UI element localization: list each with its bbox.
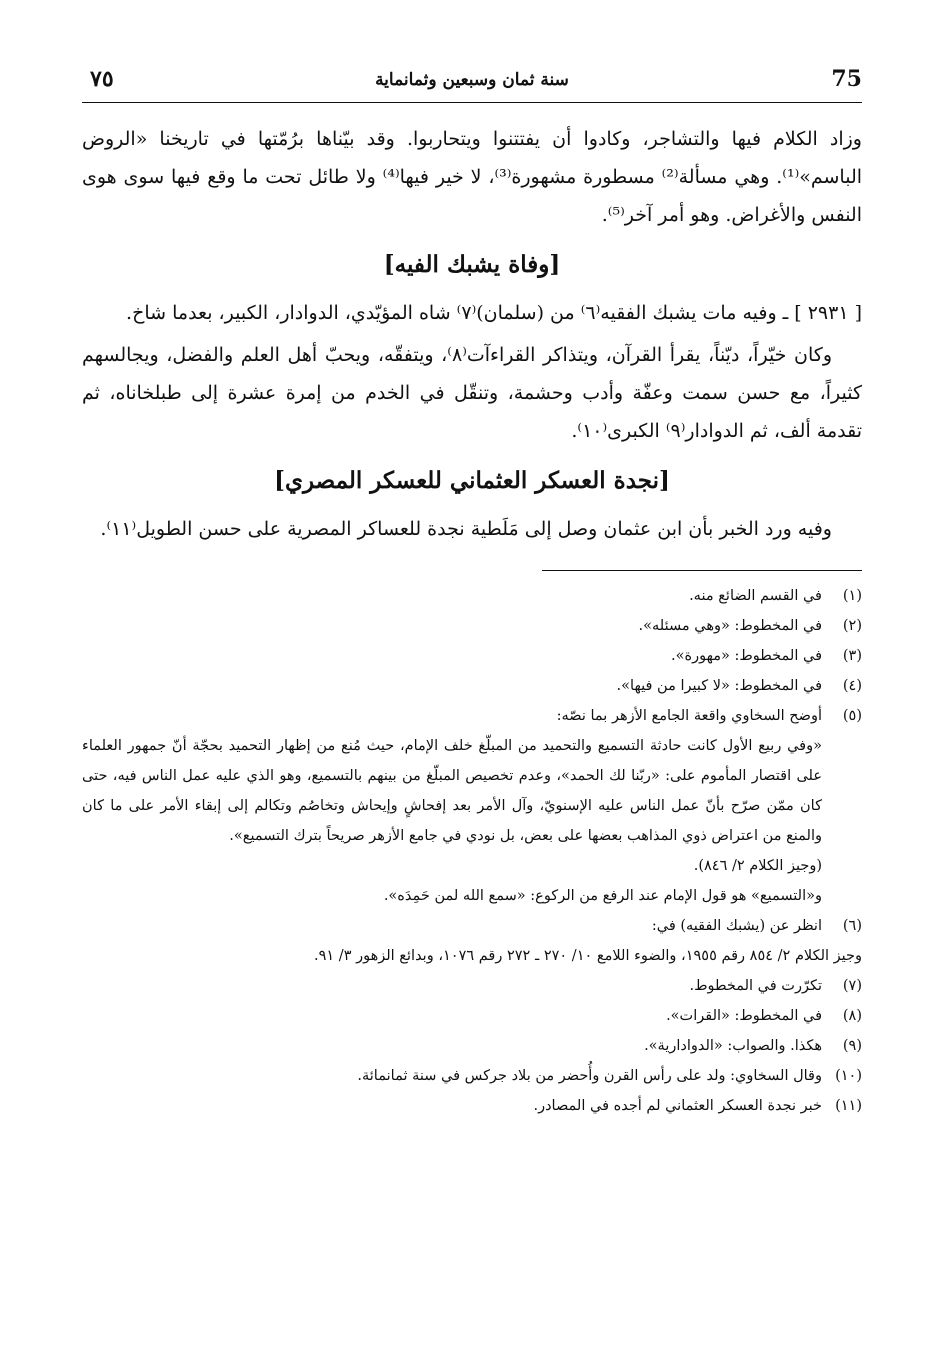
footnote <box>82 1061 862 1091</box>
footnote-number: (٤) <box>842 678 862 694</box>
footnote-text: في المخطوط: «لا كبيرا من فيها». <box>616 678 822 694</box>
footnote-text: تكرّرت في المخطوط. <box>689 978 822 994</box>
footnote-number: (٧) <box>842 978 862 994</box>
footnote-divider <box>542 570 862 571</box>
footnote-number: (٩) <box>842 1038 862 1054</box>
footnote-text: انظر عن (يشبك الفقيه) في: <box>651 918 822 934</box>
biography-paragraph: وكان خيّراً، ديّناً، يقرأ القرآن، ويتذاكر القراءآت⁽٨⁾، ويتفقّه، ويحبّ أهل العلم والفضل، ويجالسهم كثيراً، مع حسن سمت وعفّة وأدب وحشمة، وتنقّل في الخدم من إمرة عشرة إلى طبلخاناه، ثم تقدمة ألف، ثم الدوادار⁽٩⁾ الكبرى⁽١٠⁾. <box>82 344 862 442</box>
footnote-text: في المخطوط: «مهورة». <box>671 648 822 664</box>
footnote-number: (٥) <box>842 708 862 724</box>
footnote <box>82 971 862 1001</box>
running-title: سنة ثمان وسبعين وثمانماية <box>375 70 569 90</box>
footnote-text: خبر نجدة العسكر العثماني لم أجده في المصادر. <box>533 1098 822 1114</box>
footnote <box>82 1001 862 1031</box>
footnote-number: (٦) <box>842 918 862 934</box>
footnote <box>82 701 862 731</box>
footnote <box>82 671 862 701</box>
entry-paragraph: [ ٢٩٣١ ] ـ وفيه مات يشبك الفقيه⁽٦⁾ من (سلمان)⁽٧⁾ شاه المؤيّدي، الدوادار، الكبير، بعدما شاخ. <box>126 302 862 324</box>
footnote <box>82 1031 862 1061</box>
book-page <box>82 52 862 1342</box>
section-heading-death: [وفاة يشبك الفيه] <box>383 251 561 278</box>
page-header <box>82 62 862 103</box>
footnote-text: في القسم الضائع منه. <box>689 588 822 604</box>
page-body <box>82 120 862 1121</box>
footnote-text: أوضح السخاوي واقعة الجامع الأزهر بما نصّه: <box>556 708 822 724</box>
footnote <box>82 641 862 671</box>
footnote-text: في المخطوط: «وهي مسئله». <box>638 618 822 634</box>
footnote-number: (٣) <box>842 648 862 664</box>
footnote-text: وقال السخاوي: ولد على رأس القرن وأُحضر من بلاد جركس في سنة ثمانمائة. <box>357 1068 822 1084</box>
footnote-definition: و«التسميع» هو قول الإمام عند الرفع من الركوع: «سمع الله لمن حَمِدَه». <box>383 888 822 904</box>
page-number-arabic: ٧٥ <box>90 66 114 92</box>
footnote-number: (١٠) <box>835 1068 862 1084</box>
footnote <box>82 911 862 941</box>
footnote-reference: (وجيز الكلام ٢/ ٨٤٦). <box>693 858 822 874</box>
section-heading-ottoman: [نجدة العسكر العثماني للعسكر المصري] <box>274 467 670 494</box>
footnote-quote: «وفي ربيع الأول كانت حادثة التسميع والتحميد من المبلّغ خلف الإمام، حيث مُنع من إظهار التحميد بحجّة أنّ جمهور العلماء على اقتصار المأموم على: «ربّنا لك الحمد»، وعدم تخصيص المبلّغ من بينهم بالتسميع، وهو الذي عليه عمل الناس فيه، حتى كان ممّن صرّح بأنّ عمل الناس عليه الإسنويّ، وآل الأمر بعد إفحاشٍ وإيحاش وتخاصُم وتكالم إلى إبقاء الأمر على ما كان والمنع من اعتراض ذوي المذاهب بعضها على بعض، بل نودي في جامع الأزهر صريحاً بترك التسميع». <box>82 738 822 844</box>
footnote-number: (١) <box>842 588 862 604</box>
footnotes <box>82 581 862 1121</box>
footnote <box>82 1091 862 1121</box>
footnote-number: (٢) <box>842 618 862 634</box>
footnote-number: (١١) <box>835 1098 862 1114</box>
news-paragraph: وفيه ورد الخبر بأن ابن عثمان وصل إلى مَلَطية نجدة للعساكر المصرية على حسن الطويل⁽١١⁾. <box>100 518 832 540</box>
footnote-number: (٨) <box>842 1008 862 1024</box>
footnote <box>82 581 862 611</box>
footnote-sources: وجيز الكلام ٢/ ٨٥٤ رقم ١٩٥٥، والضوء اللامع ١٠/ ٢٧٠ ـ ٢٧٢ رقم ١٠٧٦، وبدائع الزهور ٣/ ٩١. <box>314 948 862 964</box>
page-number-latin: 75 <box>831 66 862 92</box>
footnote-text: هكذا. والصواب: «الدوادارية». <box>644 1038 822 1054</box>
intro-paragraph: وزاد الكلام فيها والتشاجر، وكادوا أن يفتتنوا ويتحاربوا. وقد بيّناها برُمّتها في تاريخنا «الروض الباسم»⁽¹⁾. وهي مسألة⁽²⁾ مسطورة مشهورة⁽³⁾، لا خير فيها⁽⁴⁾ ولا طائل تحت ما وقع فيها سوى هوى النفس والأغراض. وهو أمر آخر⁽⁵⁾. <box>82 128 863 226</box>
footnote-text: في المخطوط: «القرات». <box>666 1008 822 1024</box>
footnote <box>82 611 862 641</box>
